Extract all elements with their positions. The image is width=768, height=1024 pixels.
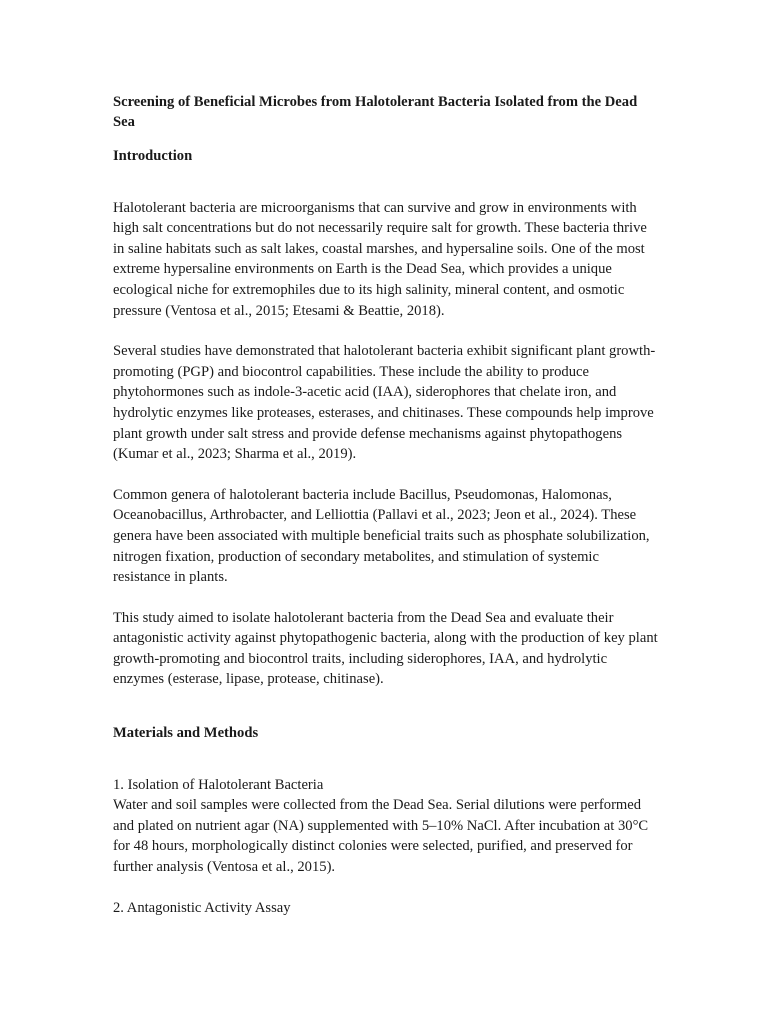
- introduction-paragraph-2: Several studies have demonstrated that halotolerant bacteria exhibit significant plant growth-promoting (PGP) and biocontrol capabilities. These include the ability to produce phytohormones such as indole-3-acetic acid (IAA), siderophores that chelate iron, and hydrolytic enzymes like proteases, esterases, and chitinases. These compounds help improve plant growth under salt stress and provide defense mechanisms against phytopathogens (Kumar et al., 2023; Sharma et al., 2019).: [113, 343, 656, 463]
- introduction-heading: Introduction: [113, 148, 193, 164]
- methods-paragraph-1: Water and soil samples were collected from the Dead Sea. Serial dilutions were performed and plated on nutrient agar (NA) supplemented with 5–10% NaCl. After incubation at 30°C for 48 hours, morphologically distinct colonies were selected, purified, and preserved for further analysis (Ventosa et al., 2015).: [113, 797, 649, 876]
- introduction-paragraph-4: This study aimed to isolate halotolerant bacteria from the Dead Sea and evaluate their antagonistic activity against phytopathogenic bacteria, along with the production of key plant growth-promoting and biocontrol traits, including siderophores, IAA, and hydrolytic enzymes (esterase, lipase, protease, chitinase).: [113, 609, 658, 688]
- methods-subheading-1: 1. Isolation of Halotolerant Bacteria: [113, 776, 324, 793]
- methods-subheading-2: 2. Antagonistic Activity Assay: [113, 899, 291, 916]
- introduction-paragraph-3: Common genera of halotolerant bacteria include Bacillus, Pseudomonas, Halomonas, Oceanobacillus, Arthrobacter, and Lelliottia (Pallavi et al., 2023; Jeon et al., 2024). These genera have been associated with multiple beneficial traits such as phosphate solubilization, nitrogen fixation, production of secondary metabolites, and stimulation of systemic resistance in plants.: [113, 486, 650, 586]
- introduction-paragraph-1: Halotolerant bacteria are microorganisms that can survive and grow in environments with high salt concentrations but do not necessarily require salt for growth. These bacteria thrive in saline habitats such as salt lakes, coastal marshes, and hypersaline soils. One of the most extreme hypersaline environments on Earth is the Dead Sea, which provides a unique ecological niche for extremophiles due to its high salinity, mineral content, and osmotic pressure (Ventosa et al., 2015; Etesami & Beattie, 2018).: [113, 199, 647, 319]
- document-page: [113, 93, 658, 918]
- methods-heading: Materials and Methods: [113, 725, 259, 742]
- document-title: Screening of Beneficial Microbes from Halotolerant Bacteria Isolated from the Dead Sea: [113, 94, 638, 130]
